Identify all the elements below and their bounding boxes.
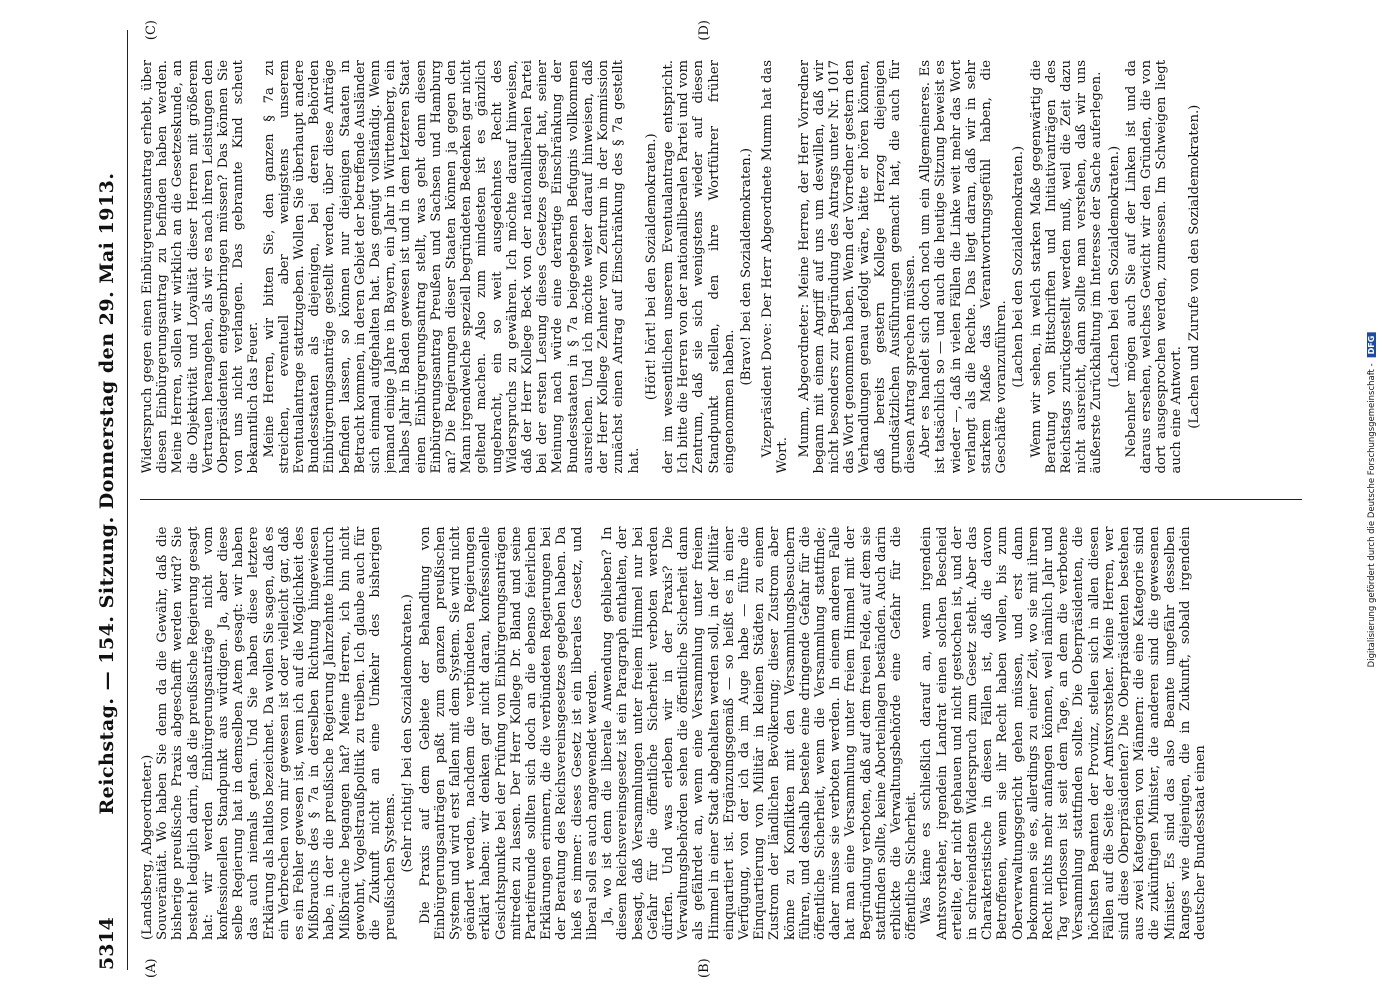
interjection: (Lachen bei den Sozialdemokraten.) [1010, 145, 1026, 388]
page-header [92, 30, 122, 970]
paragraph: (Landsberg, Abgeordneter.) [139, 754, 155, 940]
text-columns [140, 60, 1302, 940]
right-column [140, 60, 1302, 474]
credit-text: Digitalisierung gefördert durch die Deutsche Forschungsgemeinschaft - [1367, 363, 1377, 668]
paragraph: Wenn wir sehen, in welch starken Maße gegenwärtig die Beratung von Bittschriften und Initiativanträgen des Reichstags zurückgestellt werden muß, weil die Zeit dazu nicht ausreicht, dann sollte man verstehen, daß wir uns äußerste Zurückhaltung im Interesse der Sache auferlegen. [1028, 60, 1104, 474]
margin-marker-d: (D) [696, 20, 712, 41]
paragraph: Widerspruch gegen einen Einbürgerungsantrag erhebt, über diesen Einbürgerungsantrag zu befinden haben werden. Meine Herren, sollen wir wirklich an die Gesetzeskunde, an die Objektivität und Loyalität dieser Herren mit größerem Vertrauen herangehen, als wir es nach ihren Leistungen den Oberpräsidenten entgegenbringen müssen? Das können Sie von uns nicht verlangen. Das gebrannte Kind scheut bekanntlich das Feuer. [139, 60, 261, 474]
paragraph: Aber es handelt sich doch noch um ein Allgemeineres. Es ist tatsächlich so — und auch die heutige Sitzung beweist es wieder —, daß in vielen Fällen die Linke weit mehr das Wort verlangt als die Rechte. Das liegt daran, daß wir in sehr starkem Maße das Verantwortungsgefühl haben, die Geschäfte voranzuführen. [917, 60, 1009, 474]
interjection: (Lachen und Zurufe von den Sozialdemokraten.) [1186, 104, 1202, 429]
page-number: 5314 [95, 917, 118, 970]
paragraph: Ja, wo ist denn die liberale Anwendung geblieben? In diesem Reichsvereinsgesetz ist ein Paragraph enthalten, der besagt, daß Versammlungen unter freiem Himmel nur bei Gefahr für die öffentliche Sicherheit verboten werden dürfen. Und was erleben wir in der Praxis? Die Verwaltungsbehörden sehen die öffentliche Sicherheit dann als gefährdet an, wenn eine Versammlung unter freiem Himmel in einer Stadt abgehalten werden soll, in der Militär einquartiert ist. Ergänzungsgemäß — so heißt es in einer Verfügung, von der ich da im Auge habe — führe die Einquartierung von Militär in kleinen Städten zu einem Zustrom der ländlichen Bevölkerung; dieser Zustrom aber könne zu Konflikten mit den Versammlungsbesuchern führen, und deshalb bestehe eine dringende Gefahr für die öffentliche Sicherheit, wenn die Versammlung stattfinde; daher müsse sie verboten werden. In einem anderen Falle hat man eine Versammlung unter freiem Himmel mit der Begründung verboten, daß auf dem freien Felde, auf dem sie stattfinden sollte, keine Aborteinlagen beständen. Auch darin erblickte die Verwaltungsbehörde eine Gefahr für die öffentliche Sicherheit. [599, 526, 919, 940]
paragraph: der im wesentlichen unserem Eventualantrage entspricht. Ich bitte die Herren von der nationalliberalen Partei und vom Zentrum, daß sie sich wenigstens wieder auf diesen Standpunkt stellen, den ihre Wortführer früher eingenommen haben. [660, 60, 737, 474]
column-divider [140, 500, 1302, 501]
speaker-paragraph: Mumm, Abgeordneter: Meine Herren, der Herr Vorredner begann mit einem Angriff auf uns um deswillen, daß wir nicht besonders zur Begründung des Antrags unter Nr. 1017 das Wort genommen haben. Wenn der Vorredner gestern den Verhandlungen genau gefolgt wäre, hätte er hören können, daß bereits gestern Kollege Herzog diejenigen grundsätzlichen Ausführungen gemacht hat, die auch für diesen Antrag sprechen müssen. [796, 60, 918, 474]
margin-marker-b: (B) [696, 958, 712, 978]
interjection: (Lachen bei den Sozialdemokraten.) [1106, 145, 1122, 388]
dfg-logo: DFG [1367, 333, 1376, 358]
paragraph: Nebenher mögen auch Sie auf der Linken ist und da daraus ersehen, welches Gewicht wir den Gründen, die von dort ausgesprochen werden, zumessen. Im Schweigen liegt auch eine Antwort. [1123, 60, 1184, 474]
page-title: Reichstag. — 154. Sitzung. Donnerstag den 29. Mai 1913. [95, 172, 118, 815]
paragraph: Was käme es schließlich darauf an, wenn irgendein Amtsvorsteher, irgendein Landrat einen solchen Bescheid erteilte, der nicht gehauen und nicht gestochen ist, und der in schreiendstem Widerspruch zum Gesetz steht. Aber das Charakteristische in diesen Fällen ist, daß die davon Betroffenen, wenn sie ihr Recht haben wollen, bis zum Oberverwaltungsgericht gehen müssen, und erst dann bekommen sie es, allerdings zu einer Zeit, wo sie mit ihrem Recht nichts mehr anfangen können, weil nämlich Jahr und Tag verflossen ist seit dem Tage, an dem die verbotene Versammlung stattfinden sollte. Die Oberpräsidenten, die höchsten Beamten der Provinz, stellen sich in allen diesen Fällen auf die Seite der Amtsvorsteher. Meine Herren, wer sind diese Oberpräsidenten? Die Oberpräsidenten bestehen aus zwei Kategorien von Männern: die eine Kategorie sind die zukünftigen Minister, die anderen sind die gewesenen Minister. Es sind das also Beamte ungefähr desselben Ranges wie diejenigen, die in Zukunft, sobald irgendein deutscher Bundesstaat einen [918, 526, 1208, 940]
interjection: (Sehr richtig! bei den Sozialdemokraten.) [399, 594, 415, 873]
interjection: (Hört! hört! bei den Sozialdemokraten.) [643, 133, 659, 401]
left-column [140, 527, 1302, 941]
header-rule [127, 30, 128, 970]
speaker-paragraph: Vizepräsident Dove: Der Herr Abgeordnete Mumm hat das Wort. [759, 60, 790, 474]
paragraph: Souveränität. Wo haben Sie denn da die Gewähr, daß die bisherige preußische Praxis abgeschafft werden wird? Sie besteht lediglich darin, daß die preußische Regierung gesagt hat: wir werden Einbürgerungsanträge nicht vom konfessionellen Standpunkt aus würdigen. Ja, aber diese selbe Regierung hat in demselben Atem gesagt: wir haben das auch niemals getan. Und Sie haben diese letztere Erklärung als haltlos bezeichnet. Da wollen Sie sagen, daß es ein Verbrechen von mir gewesen ist oder vielleicht gar, daß es ein Fehler gewesen ist, wenn ich auf die Möglichkeit des Mißbrauchs des § 7a in derselben Richtung hingewiesen habe, in der die preußische Regierung Jahrzehnte hindurch Mißbräuche begangen hat? Meine Herren, ich bin nicht gewohnt, Vogelstraußpolitik zu treiben. Ich glaube auch für die Zukunft nicht an eine Umkehr des bisherigen preußischen Systems. [154, 526, 398, 940]
scanned-page [52, 0, 1332, 1000]
paragraph: Meine Herren, wir bitten Sie, den ganzen § 7a zu streichen, eventuell aber wenigstens unserem Eventualantrage stattzugeben. Wollen Sie überhaupt andere Bundesstaaten als diejenigen, bei deren Behörden Einbürgerungsanträge gestellt werden, über diese Anträge befinden lassen, so können nur diejenigen Staaten in Betracht kommen, in deren Gebiet der betreffende Ausländer sich einmal aufgehalten hat. Das genügt vollständig. Wenn jemand einige Jahre in Bayern, ein Jahr in Württemberg, ein halbes Jahr in Baden gewesen ist und in dem letzteren Staat einen Einbürgerungsantrag stellt, was geht denn diesen Einbürgerungsantrag Preußen und Sachsen und Hamburg an? Die Regierungen dieser Staaten können ja gegen den Mann irgendwelche speziell begründeten Bedenken gar nicht geltend machen. Also zum mindesten ist es gänzlich ungebracht, ein so weit ausgedehntes Recht des Widerspruchs zu gewähren. Ich möchte darauf hinweisen, daß der Herr Kollege Beck von der nationalliberalen Partei bei der ersten Lesung dieses Gesetzes gesagt hat, seiner Meinung nach würde eine derartige Einschränkung der Bundesstaaten in § 7a beigegebenen Befugnis vollkommen ausreichen. Und ich möchte weiter darauf hinweisen, daß der Herr Kollege Zehnter vom Zentrum in der Kommission zunächst einen Antrag auf Einschränkung des § 7a gestellt hat. [261, 60, 641, 474]
margin-marker-a: (A) [143, 958, 159, 978]
interjection: (Bravo! bei den Sozialdemokraten.) [738, 148, 754, 386]
margin-marker-c: (C) [143, 20, 159, 41]
digitization-credit [1365, 10, 1379, 990]
paragraph: Die Praxis auf dem Gebiete der Behandlung von Einbürgerungsanträgen paßt zum ganzen preußischen System und wird erst fallen mit dem System. Sie wird nicht geändert werden, nachdem die verbündeten Regierungen erklärt haben: wir denken gar nicht daran, konfessionelle Gesichtspunkte bei der Prüfung von Einbürgerungsanträgen mitreden zu lassen. Der Herr Kollege Dr. Bland und seine Parteifreunde sollten sich doch an die ebenso feierlichen Erklärungen erinnern, die die verbündeten Regierungen bei der Beratung des Reichsvereinsgesetzes gegeben haben. Da hieß es immer: dieses Gesetz ist ein liberales Gesetz, und liberal soll es auch angewendet werden. [417, 526, 600, 940]
